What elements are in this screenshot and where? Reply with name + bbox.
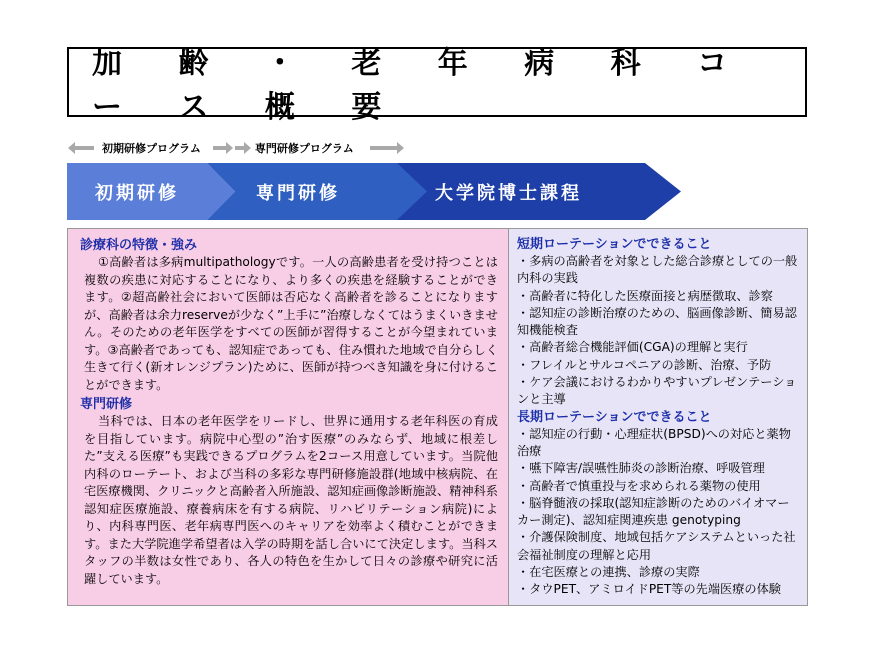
page-title: 加 齢 ・ 老 年 病 科 コ ー ス 概 要 <box>92 46 751 125</box>
short-rotation-heading: 短期ローテーションでできること <box>517 237 712 252</box>
list-item: ・高齢者総合機能評価(CGA)の理解と実行 <box>517 340 748 355</box>
list-item: ・タウPET、アミロイドPET等の先端医療の体験 <box>517 582 781 597</box>
stage-bar <box>67 163 681 220</box>
stage-label-early: 初期研修 <box>95 182 179 204</box>
list-item: ・フレイルとサルコペニアの診断、治療、予防 <box>517 357 772 372</box>
list-item: ・高齢者に特化した医療面接と病歴徴取、診察 <box>517 288 773 303</box>
right-panel <box>509 228 808 606</box>
special-program-label: 専門研修プログラム <box>254 142 354 155</box>
list-item: ・在宅医療との連携、診療の実際 <box>517 565 700 580</box>
stage-label-special: 専門研修 <box>256 182 340 204</box>
list-item: ・嚥下障害/誤嚥性肺炎の診断治療、呼吸管理 <box>517 461 765 476</box>
list-item: ・ケア会議におけるわかりやすいプレゼンテーションと主導 <box>517 375 797 407</box>
program-legend <box>68 139 398 157</box>
arrow-right-icon <box>213 146 227 150</box>
list-item: ・多病の高齢者を対象とした総合診療としての一般内科の実践 <box>517 254 798 286</box>
arrow-right-icon <box>370 146 398 150</box>
long-rotation-list <box>517 426 801 599</box>
section-heading-specialty: 専門研修 <box>80 397 133 412</box>
list-item: ・認知症の診断治療のための、脳画像診断、簡易認知機能検査 <box>517 305 797 338</box>
list-item: ・認知症の行動・心理症状(BPSD)への対応と薬物治療 <box>517 426 791 458</box>
section-heading-features: 診療科の特徴・強み <box>80 238 198 253</box>
section-body-features: ①高齢者は多病multipathologyです。一人の高齢患者を受け持つことは複数の疾患に対応することになり、より多くの疾患を経験することができます。②超高齢社会において医師は否応なく高齢者を診ることになりますが、高齢者は余力reserveが少なく”上手に”治療しなくてはうまくいきません。そのための老年医学をすべての医師が習得することが今望まれています。③高齢者であっても、認知症であっても、住み慣れた地域で自分らしく生きて行く(新オレンジプラン)ために、医師が持つべき知識を身に付けることができます。 <box>84 255 498 392</box>
short-rotation-list <box>517 253 801 409</box>
list-item: ・介護保険制度、地域包括ケアシステムといった社会福祉制度の理解と応用 <box>517 530 796 562</box>
arrow-left-icon <box>74 146 94 150</box>
long-rotation-heading: 長期ローテーションでできること <box>517 409 712 425</box>
list-item: ・高齢者で慎重投与を求められる薬物の使用 <box>517 478 761 493</box>
section-body-specialty: 当科では、日本の老年医学をリードし、世界に通用する老年科医の育成を目指しています。病院中心型の”治す医療”のみならず、地域に根差した”支える医療”も実践できるプログラムを2コース用意しています。当院他内科のローテート、および当科の多彩な専門研修施設群(地域中核病院、在宅医療機関、クリニックと高齢者入所施設、認知症画像診断施設、精神科系認知症医療施設、療養病床を有する病院、リハビリテーション病院)により、内科専門医、老年病専門医へのキャリアを効率よく積むことができます。また大学院進学希望者は入学の時期を話し合いにて決定します。当科スタッフの半数は女性であり、各人の特色を生かして日々の診療や研究に活躍しています。 <box>84 414 498 586</box>
stage-label-graduate: 大学院博士課程 <box>435 182 582 204</box>
early-program-label: 初期研修プログラム <box>102 142 201 155</box>
arrow-right-icon <box>235 146 245 150</box>
title-box <box>67 46 807 125</box>
left-panel <box>67 228 509 606</box>
list-item: ・脳脊髄液の採取(認知症診断のためのバイオマーカー測定)、認知症関連疾患 genotyping <box>517 495 790 528</box>
